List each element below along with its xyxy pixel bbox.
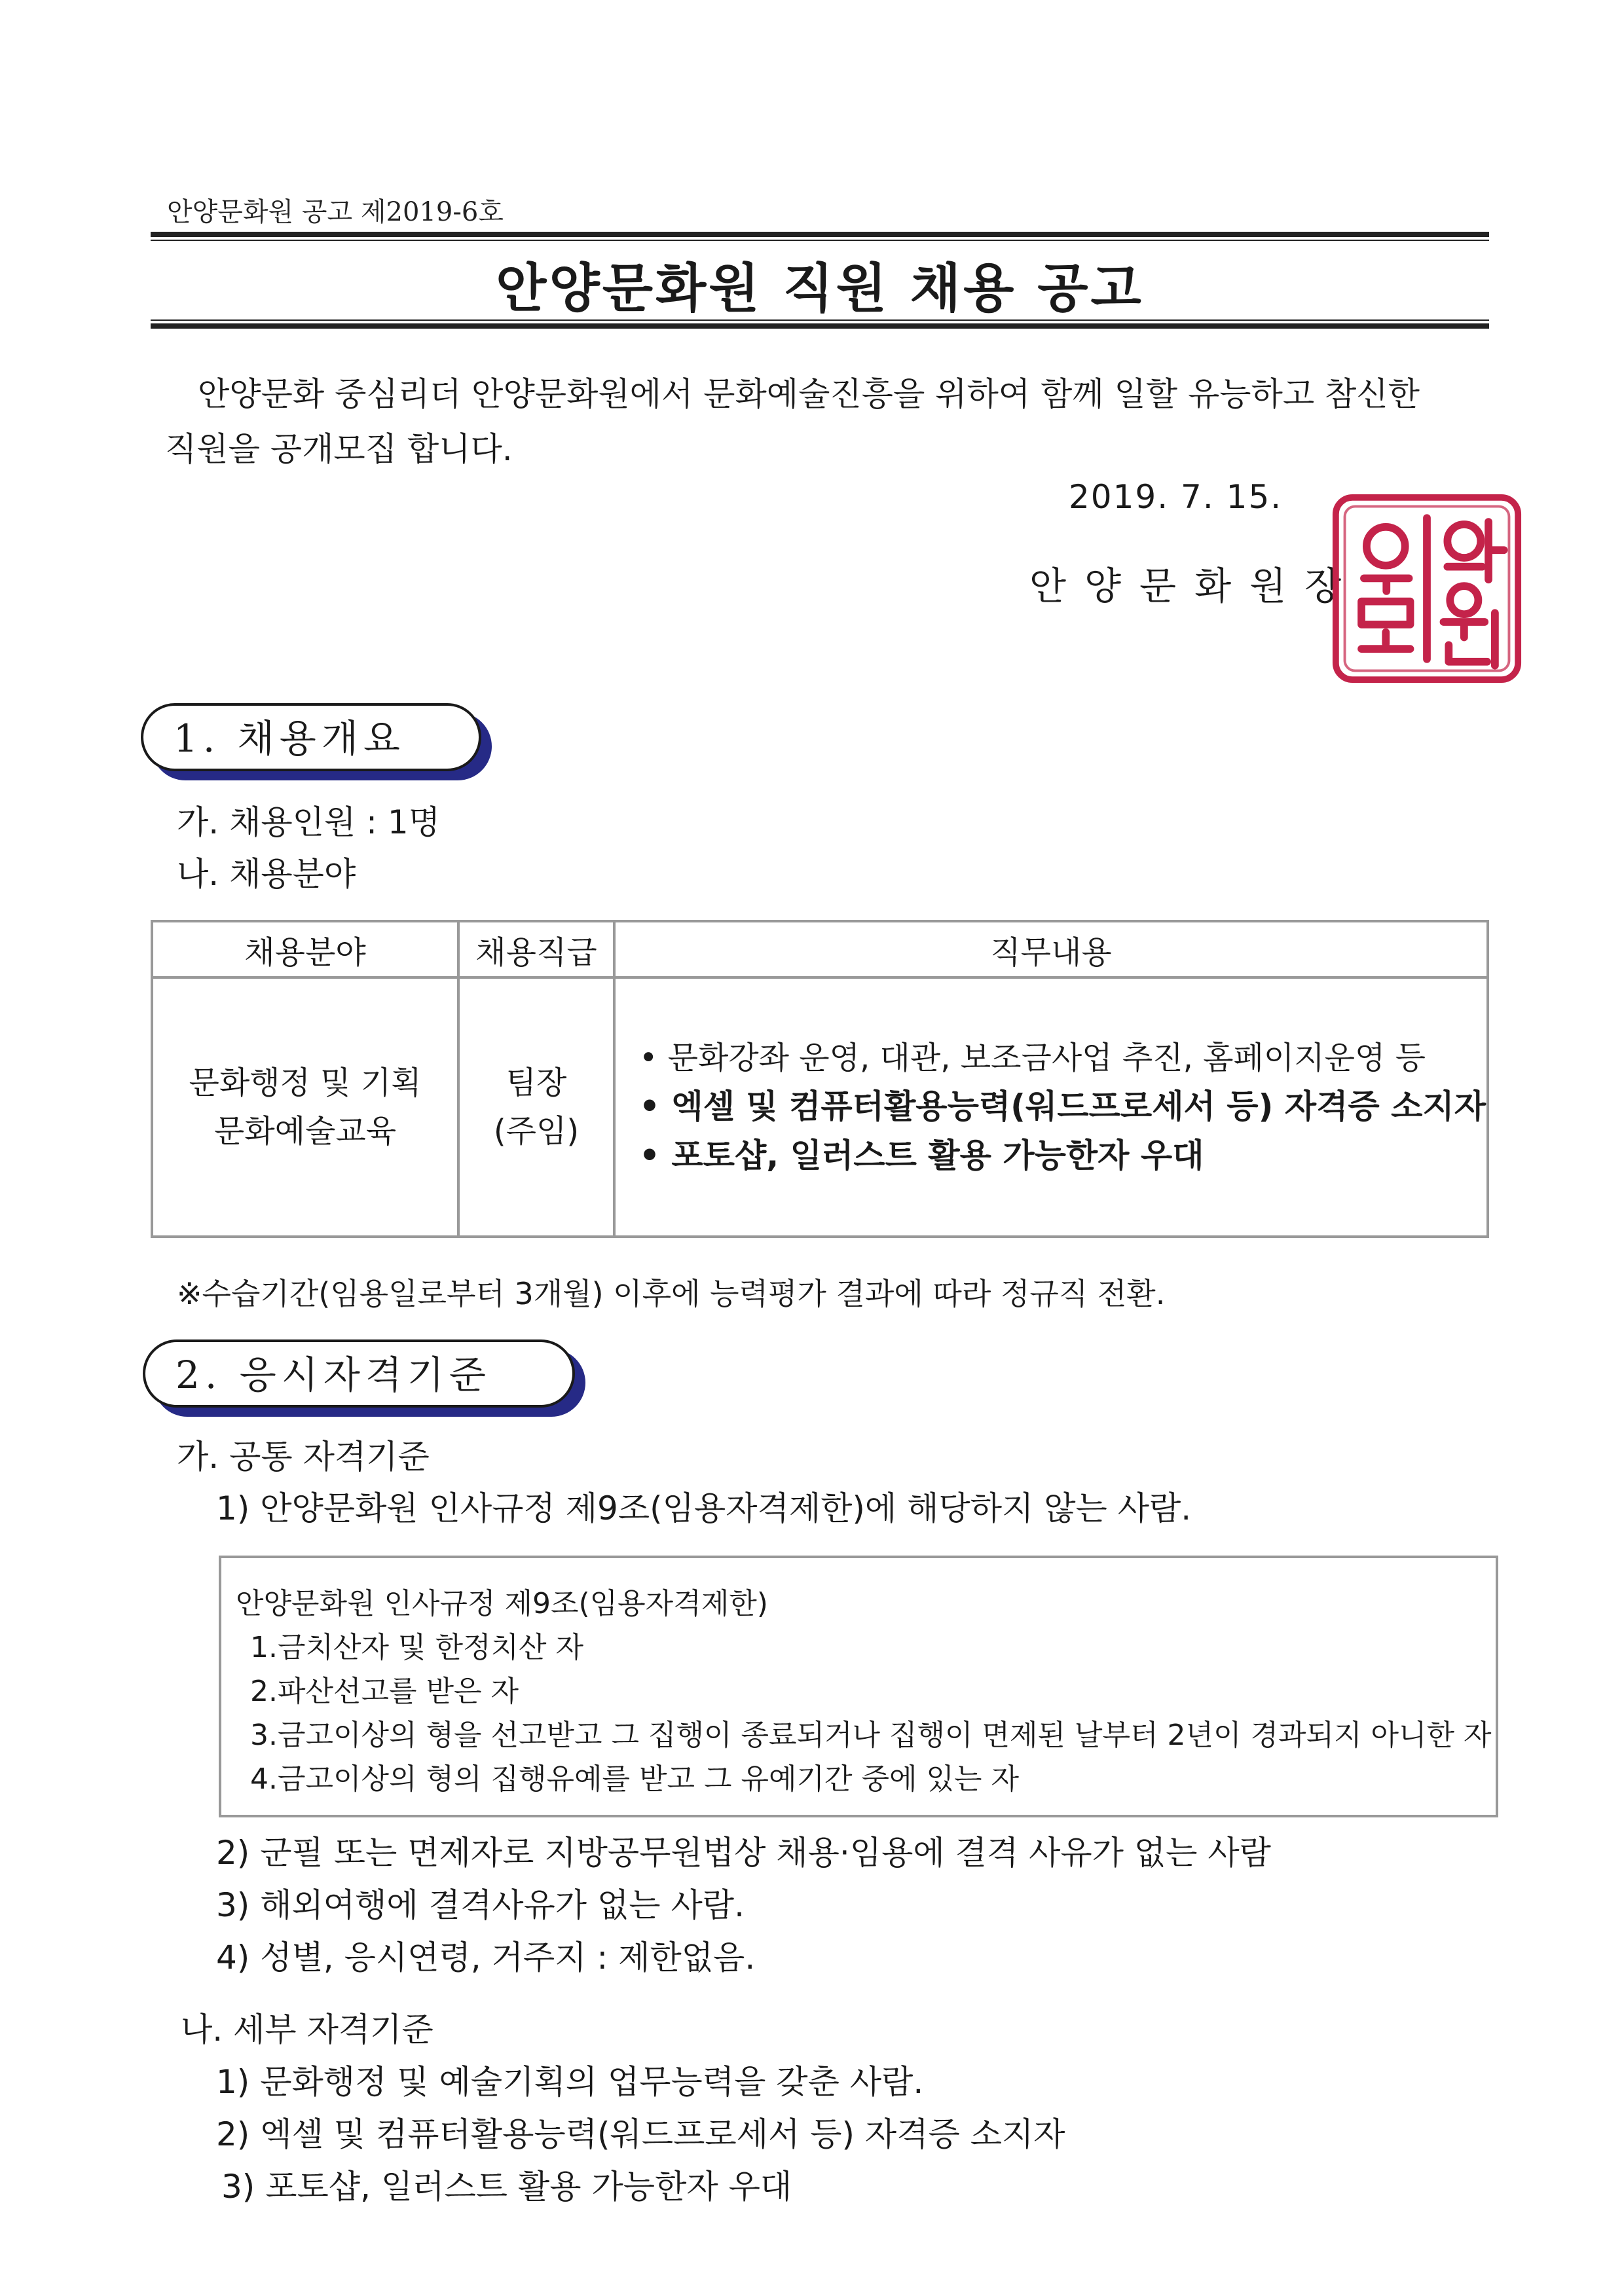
- regulation-item: 3.금고이상의 형을 선고받고 그 집행이 종료되거나 집행이 면제된 날부터 2년이 경과되지 아니한 자: [250, 1719, 1492, 1752]
- page-title: 안양문화원 직원 채용 공고: [496, 258, 1144, 319]
- detail-criteria-1: 1) 문화행정 및 예술기획의 업무능력을 갖춘 사람.: [216, 2063, 924, 2101]
- rank-line-2: (주임): [493, 1113, 580, 1150]
- recruitment-table: [151, 920, 1489, 1238]
- duties-cell: [614, 977, 1488, 1237]
- duty-item-3: • 포토샵, 일러스트 활용 가능한자 우대: [639, 1137, 1204, 1175]
- probation-note: ※수습기간(임용일로부터 3개월) 이후에 능력평가 결과에 따라 정규직 전환.: [177, 1276, 1166, 1311]
- common-criteria-4: 4) 성별, 응시연령, 거주지 : 제한없음.: [216, 1939, 756, 1977]
- detail-criteria-title: 나. 세부 자격기준: [181, 2011, 434, 2049]
- common-criteria-3: 3) 해외여행에 결격사유가 없는 사람.: [216, 1886, 745, 1924]
- intro-line-1: 안양문화 중심리더 안양문화원에서 문화예술진흥을 위하여 함께 일할 유능하고 참신한: [198, 375, 1420, 413]
- field-line-2: 문화예술교육: [213, 1113, 397, 1150]
- table-header-cell: 채용직급: [458, 921, 614, 977]
- field-cell: [152, 977, 458, 1237]
- regulation-title: 안양문화원 인사규정 제9조(임용자격제한): [236, 1587, 768, 1620]
- intro-paragraph: [165, 367, 1481, 477]
- field-line-1: 문화행정 및 기획: [189, 1065, 422, 1101]
- official-seal-stamp: [1331, 492, 1523, 685]
- rank-cell: [458, 977, 614, 1237]
- table-header-row: [152, 921, 1488, 977]
- section-heading-eligibility: 2. 응시자격기준: [143, 1339, 575, 1408]
- intro-line-2: 직원을 공개모집 합니다.: [165, 430, 513, 468]
- rank-line-1: 팀장: [506, 1065, 567, 1101]
- personnel-regulation-box: [219, 1556, 1498, 1817]
- title-rule-top: [151, 232, 1489, 241]
- notice-number: 안양문화원 공고 제2019-6호: [167, 197, 504, 227]
- regulation-item: 2.파산선고를 받은 자: [250, 1675, 519, 1708]
- common-criteria-2: 2) 군필 또는 면제자로 지방공무원법상 채용·임용에 결격 사유가 없는 사람: [216, 1834, 1271, 1872]
- detail-criteria-2: 2) 엑셀 및 컴퓨터활용능력(워드프로세서 등) 자격증 소지자: [216, 2115, 1065, 2153]
- table-row: [152, 977, 1488, 1237]
- duty-item-1: • 문화강좌 운영, 대관, 보조금사업 추진, 홈페이지운영 등: [639, 1040, 1426, 1076]
- section-heading-recruitment-overview: 1. 채용개요: [141, 703, 481, 771]
- notice-date: 2019. 7. 15.: [1069, 478, 1283, 516]
- regulation-item: 4.금고이상의 형의 집행유예를 받고 그 유예기간 중에 있는 자: [250, 1762, 1019, 1796]
- table-header-cell: 직무내용: [614, 921, 1488, 977]
- headcount-item: 가. 채용인원 : 1명: [177, 803, 441, 841]
- field-item: 나. 채용분야: [177, 855, 356, 893]
- detail-criteria-3: 3) 포토샵, 일러스트 활용 가능한자 우대: [221, 2168, 792, 2206]
- common-criteria-1: 1) 안양문화원 인사규정 제9조(임용자격제한)에 해당하지 않는 사람.: [216, 1489, 1192, 1527]
- common-criteria-title: 가. 공통 자격기준: [177, 1438, 430, 1476]
- table-header-cell: 채용분야: [152, 921, 458, 977]
- title-rule-bottom: [151, 319, 1489, 329]
- issuer-name: 안양문화원장: [1029, 564, 1360, 608]
- regulation-item: 1.금치산자 및 한정치산 자: [250, 1631, 583, 1664]
- duty-item-2: • 엑셀 및 컴퓨터활용능력(워드프로세서 등) 자격증 소지자: [639, 1087, 1486, 1125]
